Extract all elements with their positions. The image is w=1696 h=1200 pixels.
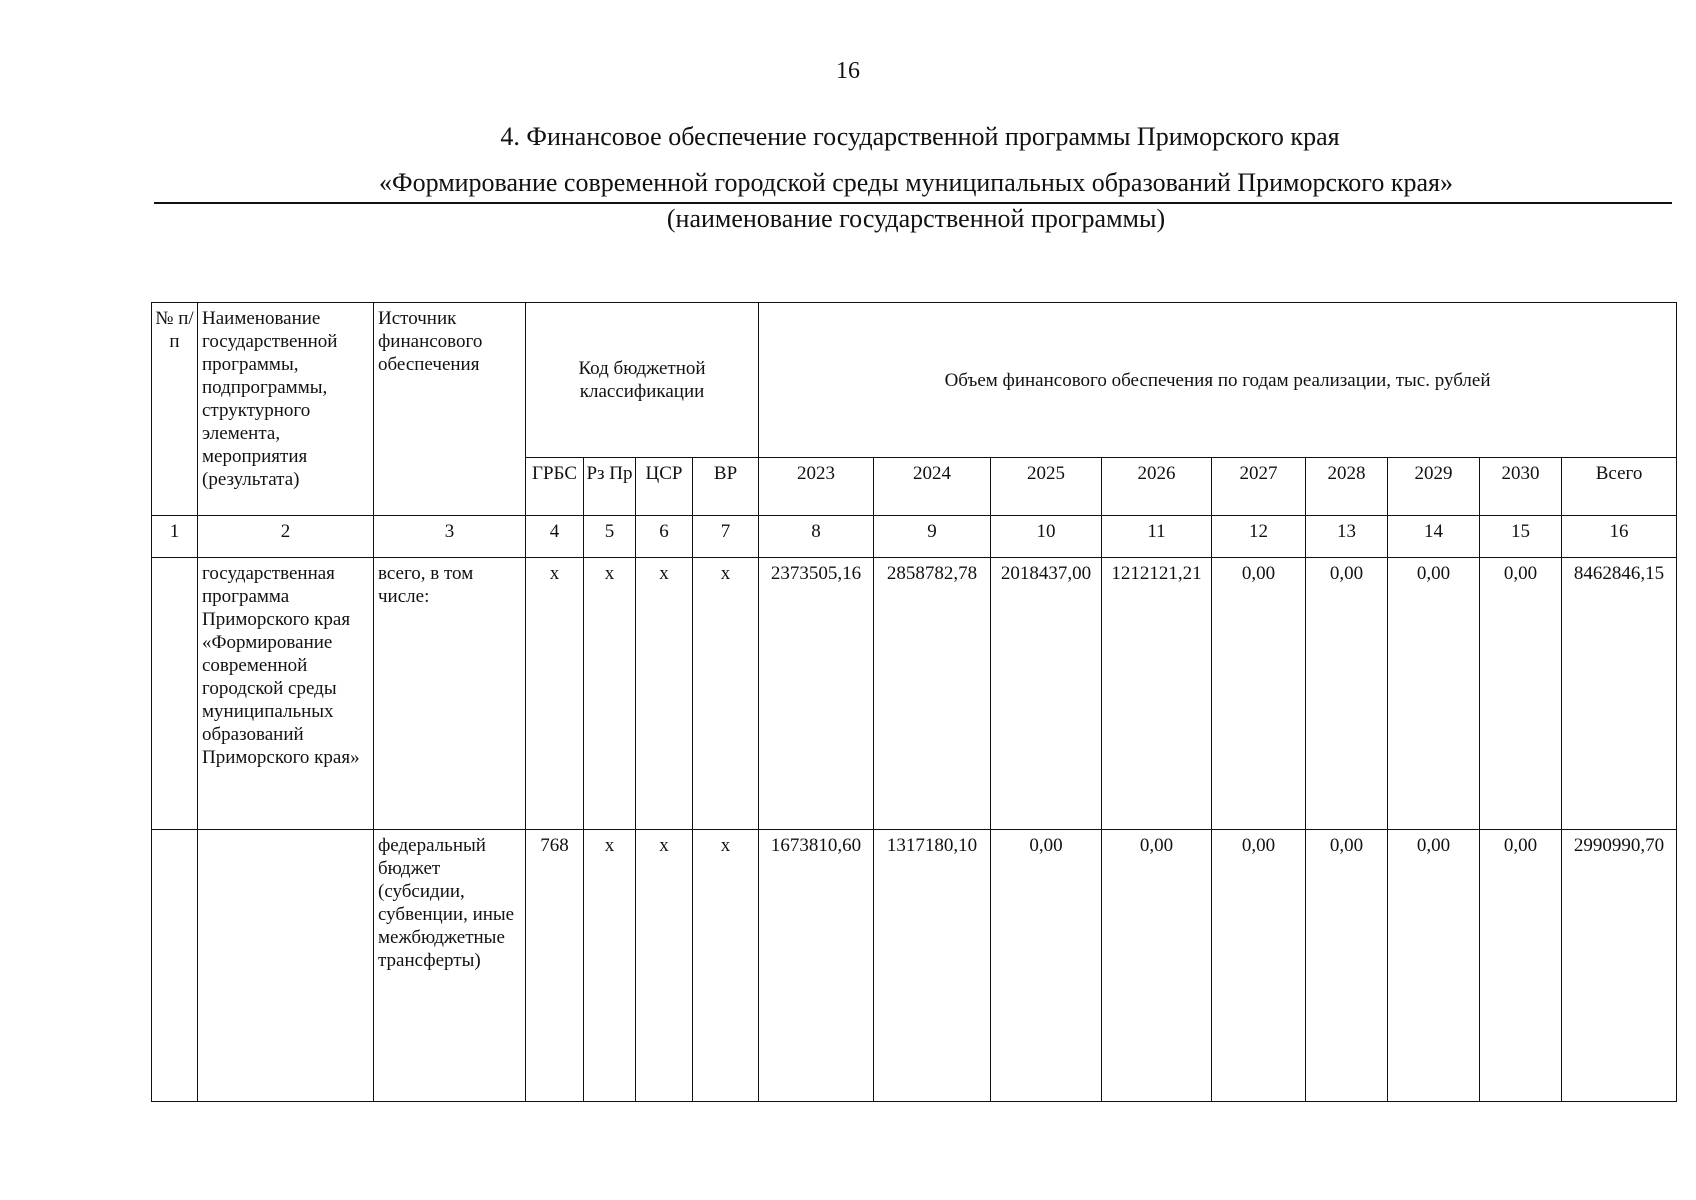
header-budget-code: Код бюджетной классификации	[526, 303, 759, 458]
row-value-2028: 0,00	[1306, 830, 1388, 1102]
column-number: 14	[1388, 516, 1480, 558]
column-number: 2	[198, 516, 374, 558]
row-value-2027: 0,00	[1212, 558, 1306, 830]
header-grbs: ГРБС	[526, 458, 584, 516]
row-value-2025: 0,00	[991, 830, 1102, 1102]
row-value-2026: 0,00	[1102, 830, 1212, 1102]
column-number: 9	[874, 516, 991, 558]
program-name-caption: (наименование государственной программы)	[666, 204, 1166, 233]
header-csr: ЦСР	[636, 458, 693, 516]
row-vr: x	[693, 830, 759, 1102]
column-number: 3	[374, 516, 526, 558]
row-source: всего, в том числе:	[374, 558, 526, 830]
header-year-2030: 2030	[1480, 458, 1562, 516]
column-number: 10	[991, 516, 1102, 558]
row-value-2029: 0,00	[1388, 830, 1480, 1102]
header-financing-volume: Объем финансового обеспечения по годам реализации, тыс. рублей	[759, 303, 1677, 458]
header-year-2024: 2024	[874, 458, 991, 516]
row-csr: x	[636, 558, 693, 830]
row-source: федеральный бюджет (субсидии, субвенции, иные межбюджетные трансферты)	[374, 830, 526, 1102]
header-total: Всего	[1562, 458, 1677, 516]
row-value-2030: 0,00	[1480, 830, 1562, 1102]
header-year-2023: 2023	[759, 458, 874, 516]
row-value-2024: 1317180,10	[874, 830, 991, 1102]
row-grbs: x	[526, 558, 584, 830]
page-number: 16	[836, 58, 860, 84]
row-num	[152, 830, 198, 1102]
row-value-2023: 1673810,60	[759, 830, 874, 1102]
row-value-2024: 2858782,78	[874, 558, 991, 830]
row-value-total: 8462846,15	[1562, 558, 1677, 830]
header-vr: ВР	[693, 458, 759, 516]
header-source: Источник финансового обеспечения	[374, 303, 526, 516]
column-number: 13	[1306, 516, 1388, 558]
row-value-2030: 0,00	[1480, 558, 1562, 830]
row-grbs: 768	[526, 830, 584, 1102]
document-title: 4. Финансовое обеспечение государственной программы Приморского края	[500, 122, 1340, 151]
row-rzpr: x	[584, 558, 636, 830]
row-rzpr: x	[584, 830, 636, 1102]
column-number: 12	[1212, 516, 1306, 558]
column-number: 4	[526, 516, 584, 558]
header-year-2026: 2026	[1102, 458, 1212, 516]
column-number: 16	[1562, 516, 1677, 558]
row-vr: x	[693, 558, 759, 830]
table-row	[152, 830, 1677, 1102]
financing-table	[151, 302, 1677, 1102]
header-year-2029: 2029	[1388, 458, 1480, 516]
column-number: 11	[1102, 516, 1212, 558]
header-year-2027: 2027	[1212, 458, 1306, 516]
row-num	[152, 558, 198, 830]
row-value-2023: 2373505,16	[759, 558, 874, 830]
column-number: 1	[152, 516, 198, 558]
column-number: 7	[693, 516, 759, 558]
row-name: государственная программа Приморского края «Формирование современной городской среды муниципальных образований Приморского края»	[198, 558, 374, 830]
column-number: 15	[1480, 516, 1562, 558]
row-value-2028: 0,00	[1306, 558, 1388, 830]
row-name	[198, 830, 374, 1102]
header-name: Наименование государственной программы, подпрограммы, структурного элемента, мероприятия (результата)	[198, 303, 374, 516]
column-number: 6	[636, 516, 693, 558]
row-value-2027: 0,00	[1212, 830, 1306, 1102]
column-number: 5	[584, 516, 636, 558]
program-name: «Формирование современной городской среды муниципальных образований Приморского края»	[379, 168, 1453, 197]
row-value-total: 2990990,70	[1562, 830, 1677, 1102]
row-csr: x	[636, 830, 693, 1102]
row-value-2026: 1212121,21	[1102, 558, 1212, 830]
table-row	[152, 558, 1677, 830]
row-value-2029: 0,00	[1388, 558, 1480, 830]
header-rzpr: Рз Пр	[584, 458, 636, 516]
header-num: № п/п	[152, 303, 198, 516]
column-number: 8	[759, 516, 874, 558]
header-year-2028: 2028	[1306, 458, 1388, 516]
header-year-2025: 2025	[991, 458, 1102, 516]
row-value-2025: 2018437,00	[991, 558, 1102, 830]
